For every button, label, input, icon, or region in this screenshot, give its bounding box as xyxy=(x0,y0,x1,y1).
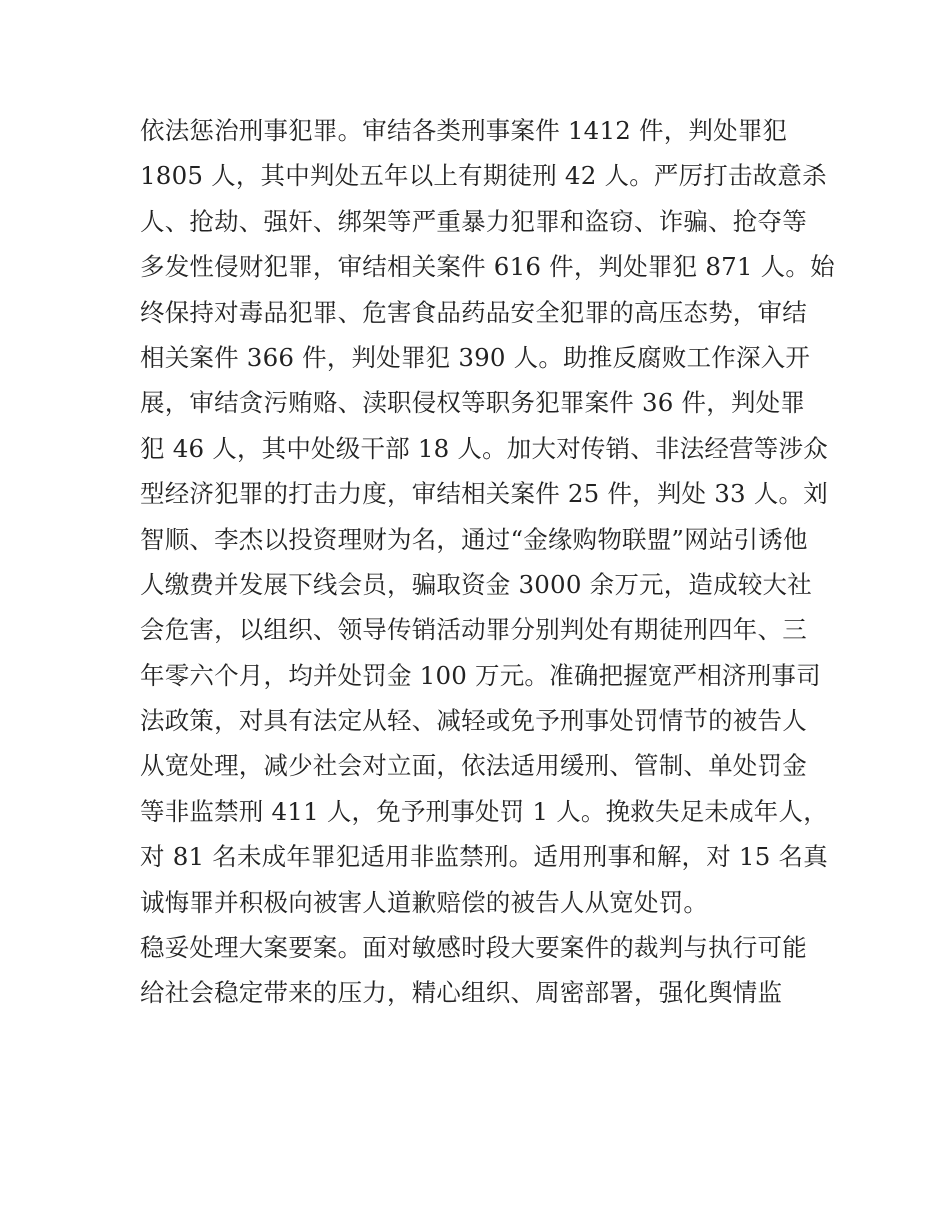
text-line: 依法惩治刑事犯罪。审结各类刑事案件 1412 件，判处罪犯 xyxy=(140,116,788,145)
text-line: 展，审结贪污贿赂、渎职侵权等职务犯罪案件 36 件，判处罪 xyxy=(140,388,806,418)
text-line: 人、抢劫、强奸、绑架等严重暴力犯罪和盗窃、诈骗、抢夺等 xyxy=(140,206,807,236)
text-line: 人缴费并发展下线会员，骗取资金 3000 余万元，造成较大社 xyxy=(140,569,812,599)
text-line: 从宽处理，减少社会对立面，依法适用缓刑、管制、单处罚金 xyxy=(140,751,807,781)
text-line: 年零六个月，均并处罚金 100 万元。准确把握宽严相济刑事司 xyxy=(140,660,821,690)
text-line: 法政策，对具有法定从轻、减轻或免予刑事处罚情节的被告人 xyxy=(140,706,807,736)
text-line: 犯 46 人，其中处级干部 18 人。加大对传销、非法经营等涉众 xyxy=(140,433,828,463)
text-line: 会危害，以组织、领导传销活动罪分别判处有期徒刑四年、三 xyxy=(140,615,807,645)
text-line: 型经济犯罪的打击力度，审结相关案件 25 件，判处 33 人。刘 xyxy=(140,479,828,509)
text-line: 诚悔罪并积极向被害人道歉赔偿的被告人从宽处罚。 xyxy=(140,887,709,917)
text-line: 相关案件 366 件，判处罪犯 390 人。助推反腐败工作深入开 xyxy=(140,342,811,372)
body-text xyxy=(140,108,835,1016)
text-line: 1805 人，其中判处五年以上有期徒刑 42 人。严厉打击故意杀 xyxy=(140,161,827,191)
text-line: 多发性侵财犯罪，审结相关案件 616 件，判处罪犯 871 人。始 xyxy=(140,252,835,282)
text-line: 对 81 名未成年罪犯适用非监禁刑。适用刑事和解，对 15 名真 xyxy=(140,842,828,872)
text-line: 终保持对毒品犯罪、危害食品药品安全犯罪的高压态势，审结 xyxy=(140,297,807,327)
text-line: 智顺、李杰以投资理财为名，通过“金缘购物联盟”网站引诱他 xyxy=(140,524,808,554)
text-line: 给社会稳定带来的压力，精心组织、周密部署，强化舆情监 xyxy=(140,978,783,1008)
text-line: 稳妥处理大案要案。面对敏感时段大要案件的裁判与执行可能 xyxy=(140,933,807,963)
text-line: 等非监禁刑 411 人，免予刑事处罚 1 人。挽救失足未成年人， xyxy=(140,796,828,826)
